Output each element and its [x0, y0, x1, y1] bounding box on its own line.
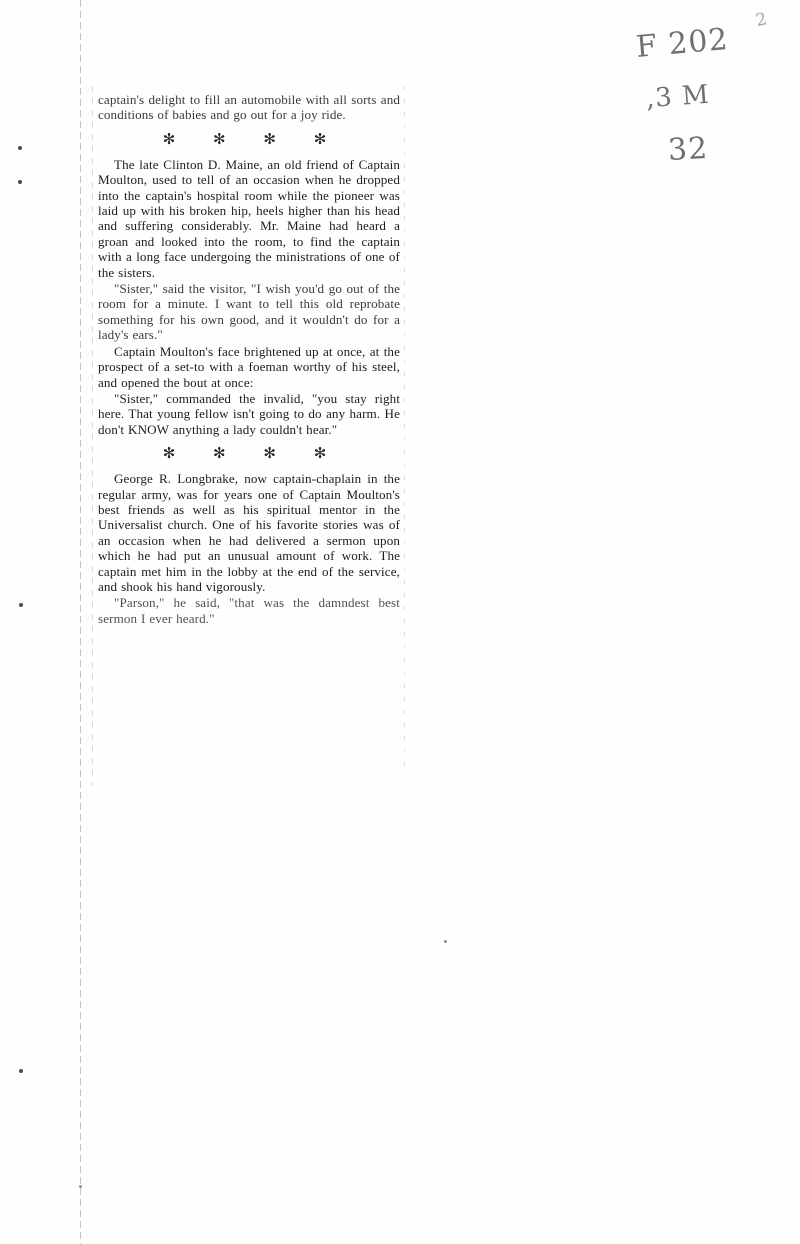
clipping-inner-edge [92, 86, 93, 786]
paragraph: "Sister," said the visitor, "I wish you'd go out of the room for a minute. I want to tell this old reprobate something for his own good, and it wouldn't do for a lady's ears." [98, 281, 400, 343]
scan-speck [18, 180, 22, 184]
asterisk-separator: ✻ ✻ ✻ ✻ [162, 131, 344, 148]
scan-speck [19, 603, 23, 607]
paragraph: Captain Moulton's face brightened up at once, at the prospect of a set-to with a foeman worthy of his steel, and opened the bout at once: [98, 343, 400, 390]
paragraph: captain's delight to fill an automobile with all sorts and conditions of babies and go out for a joy ride. [98, 92, 400, 123]
clipping-right-edge [404, 86, 405, 776]
handwritten-call-number: F 202 [634, 22, 730, 65]
asterisk-separator: ✻ ✻ ✻ ✻ [162, 446, 344, 463]
scan-speck [19, 1069, 23, 1073]
handwritten-corner-mark: 2 [754, 8, 770, 32]
scan-speck [444, 940, 447, 943]
handwritten-page-number: 32 [667, 130, 710, 169]
newspaper-clipping [98, 92, 400, 626]
scan-speck [79, 1185, 82, 1188]
paragraph: "Sister," commanded the invalid, "you stay right here. That young fellow isn't going to do any harm. He don't KNOW anything a lady couldn't hear." [98, 390, 400, 437]
paragraph: George R. Longbrake, now captain-chaplain in the regular army, was for years one of Captain Moulton's best friends as well as his spiritual mentor in the Universalist church. One of his favorite stories was of an occasion when he had delivered a sermon upon which he had put an unusual amount of work. The captain met him in the lobby at the end of the service, and shook his hand vigorously. [98, 471, 400, 594]
clipping-left-edge [80, 0, 81, 1244]
scan-speck [18, 146, 22, 150]
paragraph: The late Clinton D. Maine, an old friend of Captain Moulton, used to tell of an occasion when he dropped into the captain's hospital room while the pioneer was laid up with his broken hip, heels higher than his head and suffering considerably. Mr. Maine had heard a groan and looked into the room, to find the captain with a long face undergoing the ministrations of one of the sisters. [98, 156, 400, 280]
handwritten-annotation: ,3 M [645, 79, 711, 115]
paragraph: "Parson," he said, "that was the damndest best sermon I ever heard." [98, 595, 400, 626]
